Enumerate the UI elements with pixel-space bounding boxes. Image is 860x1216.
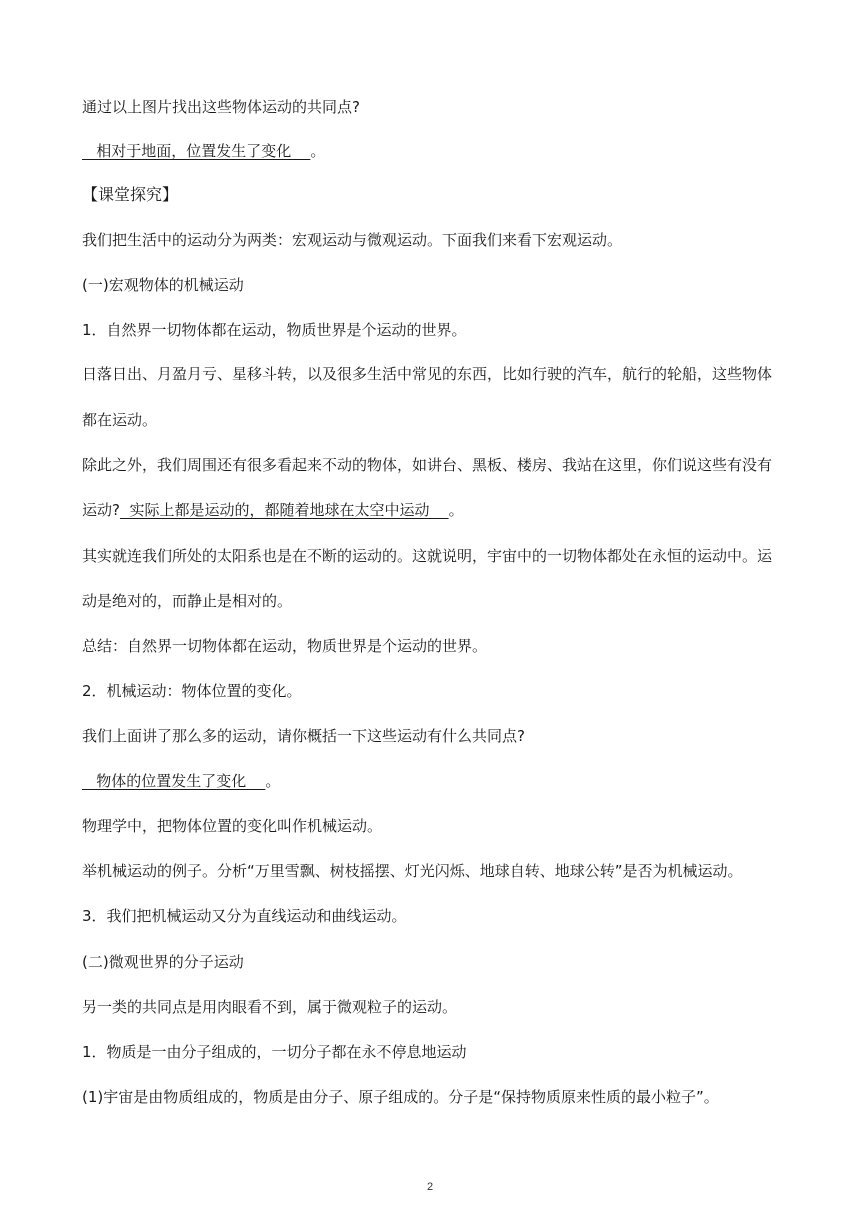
answer-blank: 实际上都是运动的，都随着地球在太空中运动 — [119, 501, 449, 519]
answer-line-2 — [82, 771, 280, 791]
paragraph-text: 都在运动。 — [82, 411, 158, 429]
paragraph-static-line1 — [82, 455, 772, 475]
paragraph-solar-line1 — [82, 546, 772, 566]
answer-period: 。 — [310, 142, 326, 160]
list-item-3 — [82, 906, 407, 926]
list-item-m1a — [82, 1087, 719, 1107]
examples-line — [82, 861, 743, 881]
answer-line-1 — [82, 141, 325, 161]
list-item-m1 — [82, 1042, 467, 1062]
subheading-text: (一)宏观物体的机械运动 — [82, 276, 244, 294]
paragraph-text: 我们把生活中的运动分为两类：宏观运动与微观运动。下面我们来看下宏观运动。 — [82, 231, 623, 249]
paragraph-text: 运动? — [82, 501, 120, 519]
definition-text: 物理学中，把物体位置的变化叫作机械运动。 — [82, 817, 383, 835]
list-item-2 — [82, 681, 302, 701]
list-item-text: (1)宇宙是由物质组成的，物质是由分子、原子组成的。分子是“保持物质原来性质的最小粒子”。 — [82, 1088, 719, 1106]
list-item-text: 2．机械运动：物体位置的变化。 — [82, 682, 302, 700]
heading-micro — [82, 952, 244, 972]
paragraph-text: 日落日出、月盈月亏、星移斗转，以及很多生活中常见的东西，比如行驶的汽车，航行的轮船，这些物体 — [82, 365, 773, 383]
paragraph-text: 另一类的共同点是用肉眼看不到，属于微观粒子的运动。 — [82, 998, 458, 1016]
paragraph-micro — [82, 997, 457, 1017]
section-heading — [82, 185, 178, 205]
answer-period: 。 — [265, 772, 281, 790]
heading-macro — [82, 275, 244, 295]
list-item-text: 1．自然界一切物体都在运动，物质世界是个运动的世界。 — [82, 321, 467, 339]
paragraph-text: 其实就连我们所处的太阳系也是在不断的运动的。这就说明，宇宙中的一切物体都处在永恒的运动中。运 — [82, 547, 773, 565]
section-heading-text: 【课堂探究】 — [82, 185, 179, 204]
paragraph-solar-line2 — [82, 591, 292, 611]
answer-blank: 相对于地面，位置发生了变化 — [82, 142, 311, 160]
paragraph-text: 举机械运动的例子。分析“万里雪飘、树枝摇摆、灯光闪烁、地球自转、地球公转”是否为机械运动。 — [82, 862, 743, 880]
list-item-1 — [82, 320, 467, 340]
question-text: 我们上面讲了那么多的运动，请你概括一下这些运动有什么共同点? — [82, 727, 525, 745]
answer-blank: 物体的位置发生了变化 — [82, 772, 266, 790]
question-common-point — [82, 97, 360, 117]
paragraph-examples-line2 — [82, 410, 157, 430]
summary-line — [82, 636, 487, 656]
paragraph-intro — [82, 230, 622, 250]
summary-text: 总结：自然界一切物体都在运动，物质世界是个运动的世界。 — [82, 637, 488, 655]
page-number: 2 — [426, 1181, 434, 1193]
question-text: 通过以上图片找出这些物体运动的共同点? — [82, 98, 360, 116]
list-item-text: 1．物质是一由分子组成的，一切分子都在永不停息地运动 — [82, 1043, 467, 1061]
subheading-text: (二)微观世界的分子运动 — [82, 953, 244, 971]
definition-line — [82, 816, 382, 836]
paragraph-text: 动是绝对的，而静止是相对的。 — [82, 592, 293, 610]
paragraph-text: 除此之外，我们周围还有很多看起来不动的物体，如讲台、黑板、楼房、我站在这里，你们说这些有没有 — [82, 456, 773, 474]
list-item-text: 3．我们把机械运动又分为直线运动和曲线运动。 — [82, 907, 407, 925]
answer-period: 。 — [448, 501, 464, 519]
paragraph-static-line2 — [82, 500, 464, 520]
paragraph-examples-line1 — [82, 364, 772, 384]
question-summarize — [82, 726, 525, 746]
